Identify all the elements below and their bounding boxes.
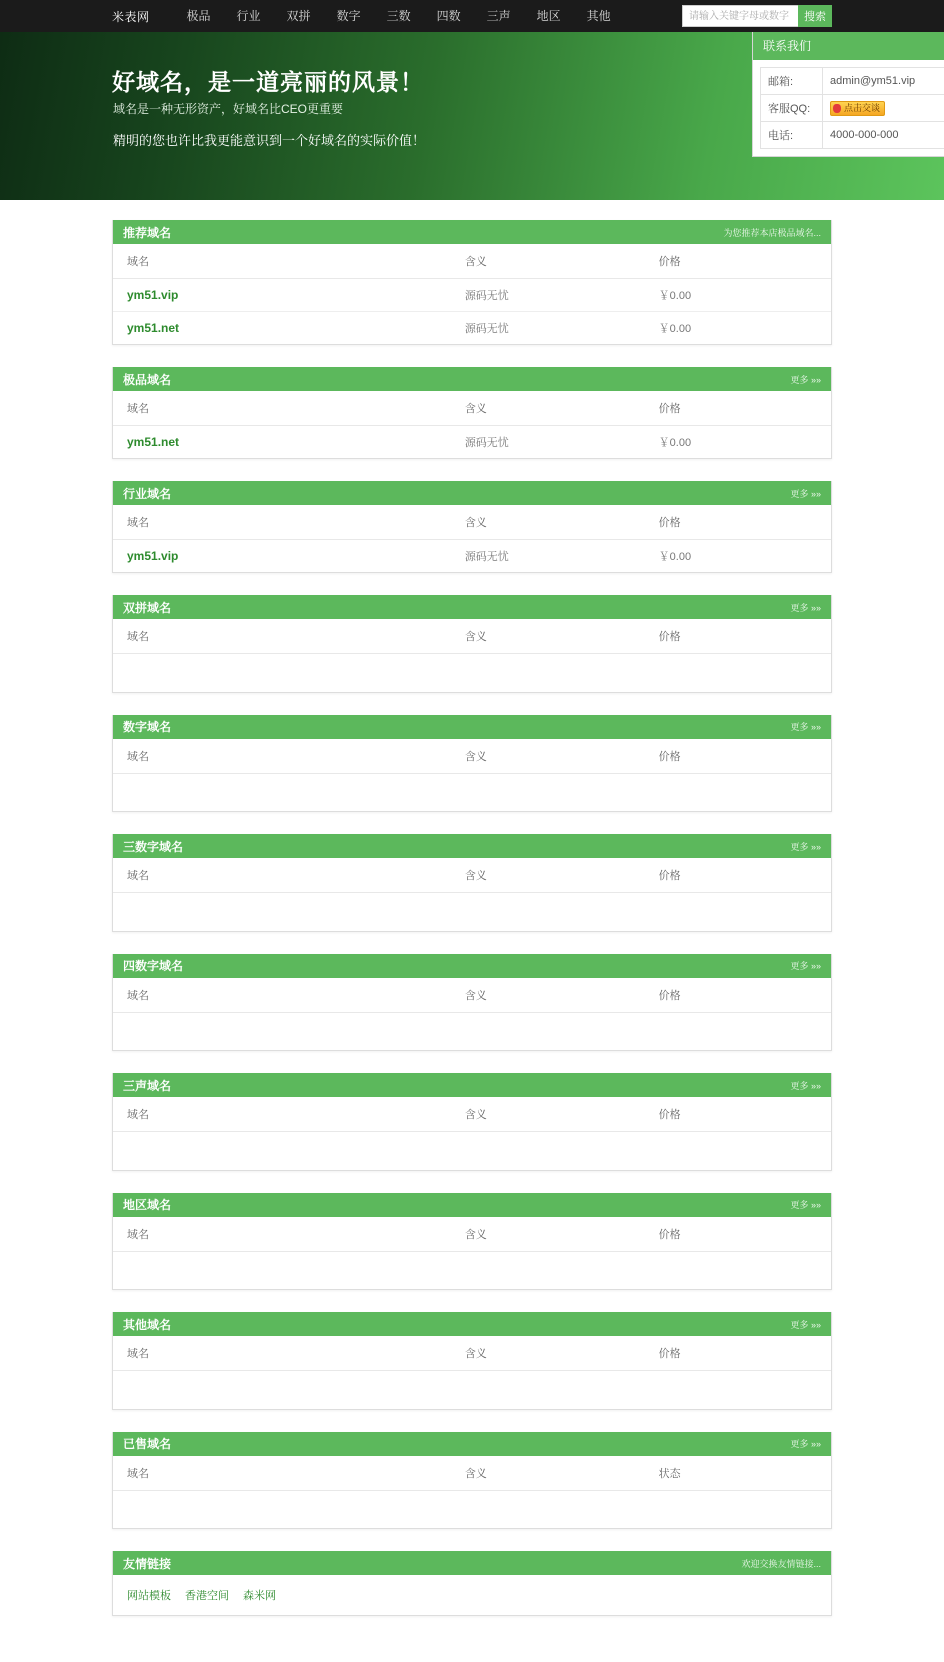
panel-header	[113, 1193, 831, 1217]
panel-more-link[interactable]: 更多 »»	[790, 840, 821, 853]
domain-table	[113, 1336, 831, 1409]
column-header-meaning: 含义	[465, 244, 659, 279]
column-header-meaning: 含义	[465, 978, 659, 1013]
contact-row-label: 邮箱:	[761, 68, 823, 95]
table-row	[113, 279, 831, 312]
table-header-row	[113, 1336, 831, 1371]
domain-price-cell: ￥0.00	[659, 426, 831, 459]
table-row	[113, 540, 831, 573]
domain-meaning-cell: 源码无忧	[465, 279, 659, 312]
table-header-row	[113, 244, 831, 279]
domain-meaning-cell: 源码无忧	[465, 312, 659, 345]
table-header-row	[113, 1456, 831, 1491]
domain-panel	[112, 1073, 832, 1171]
domain-meaning-cell: 源码无忧	[465, 540, 659, 573]
column-header-price: 价格	[659, 505, 831, 540]
panel-more-link[interactable]: 为您推荐本店极品域名...	[723, 226, 821, 239]
panel-header	[113, 1073, 831, 1097]
domain-price-cell: ￥0.00	[659, 540, 831, 573]
friend-link[interactable]: 森米网	[243, 1590, 276, 1602]
table-header-row	[113, 619, 831, 654]
search-box	[682, 5, 832, 27]
friend-link[interactable]: 香港空间	[185, 1590, 229, 1602]
table-empty-row	[113, 773, 831, 811]
table-empty-cell	[113, 1012, 831, 1050]
domain-table	[113, 619, 831, 692]
domain-table	[113, 1097, 831, 1170]
contact-panel	[752, 32, 944, 157]
panel-title: 三数字域名	[123, 838, 183, 855]
panel-title: 推荐域名	[123, 224, 171, 241]
column-header-meaning: 含义	[465, 739, 659, 774]
column-header-name: 域名	[113, 391, 465, 426]
column-header-name: 域名	[113, 244, 465, 279]
column-header-price: 价格	[659, 391, 831, 426]
panel-title: 三声域名	[123, 1077, 171, 1094]
domain-panels	[112, 220, 832, 1529]
table-empty-cell	[113, 1251, 831, 1289]
domain-panel	[112, 834, 832, 932]
column-header-meaning: 含义	[465, 1336, 659, 1371]
hero-subtitle: 域名是一种无形资产，好域名比CEO更重要	[113, 100, 343, 117]
column-header-name: 域名	[113, 1217, 465, 1252]
nav-item-7[interactable]: 三声	[474, 0, 524, 32]
domain-table	[113, 505, 831, 572]
panel-more-link[interactable]: 更多 »»	[790, 959, 821, 972]
friendlinks-more-link[interactable]: 欢迎交换友情链接...	[741, 1557, 821, 1570]
domain-link[interactable]: ym51.vip	[127, 288, 178, 302]
table-header-row	[113, 858, 831, 893]
panel-header	[113, 481, 831, 505]
domain-name-cell	[113, 312, 465, 345]
domain-table	[113, 1456, 831, 1529]
panel-header	[113, 220, 831, 244]
table-empty-row	[113, 1251, 831, 1289]
panel-header	[113, 1312, 831, 1336]
column-header-meaning: 含义	[465, 619, 659, 654]
panel-more-link[interactable]: 更多 »»	[790, 720, 821, 733]
domain-panel	[112, 1432, 832, 1530]
domain-name-cell	[113, 279, 465, 312]
domain-panel	[112, 481, 832, 573]
column-header-price: 价格	[659, 858, 831, 893]
domain-table	[113, 244, 831, 344]
contact-row-value[interactable]	[823, 95, 944, 122]
panel-title: 数字域名	[123, 718, 171, 735]
panel-header	[113, 954, 831, 978]
nav-item-4[interactable]: 数字	[324, 0, 374, 32]
nav-item-5[interactable]: 三数	[374, 0, 424, 32]
domain-panel	[112, 220, 832, 345]
main-content	[112, 200, 832, 1662]
top-navigation-bar	[0, 0, 944, 32]
panel-header	[113, 715, 831, 739]
domain-table	[113, 739, 831, 812]
table-header-row	[113, 391, 831, 426]
hero-inner	[112, 32, 832, 200]
table-empty-cell	[113, 773, 831, 811]
domain-table	[113, 858, 831, 931]
search-input[interactable]	[682, 5, 798, 27]
contact-row	[761, 95, 944, 122]
panel-title: 其他域名	[123, 1316, 171, 1333]
column-header-meaning: 含义	[465, 1456, 659, 1491]
contact-row-value: 4000-000-000	[823, 122, 944, 149]
domain-name-cell	[113, 540, 465, 573]
domain-panel	[112, 715, 832, 813]
contact-panel-body	[753, 60, 944, 156]
domain-table	[113, 978, 831, 1051]
panel-header	[113, 367, 831, 391]
column-header-price: 价格	[659, 244, 831, 279]
domain-price-cell: ￥0.00	[659, 312, 831, 345]
domain-panel	[112, 954, 832, 1052]
qq-chat-icon[interactable]: 点击交谈	[830, 101, 885, 116]
nav-item-1[interactable]: 极品	[174, 0, 224, 32]
panel-more-link[interactable]: 更多 »»	[790, 1437, 821, 1450]
hero-title: 好域名，是一道亮丽的风景！	[112, 64, 424, 97]
table-header-row	[113, 739, 831, 774]
column-header-price: 价格	[659, 1336, 831, 1371]
panel-header	[113, 1432, 831, 1456]
domain-price-cell: ￥0.00	[659, 279, 831, 312]
column-header-status: 状态	[659, 1456, 831, 1491]
column-header-price: 价格	[659, 619, 831, 654]
panel-header	[113, 595, 831, 619]
table-empty-cell	[113, 1490, 831, 1528]
site-brand[interactable]: 米表网	[112, 8, 150, 25]
contact-table	[760, 67, 944, 149]
panel-more-link[interactable]: 更多 »»	[790, 1079, 821, 1092]
table-empty-row	[113, 1012, 831, 1050]
panel-title: 行业域名	[123, 485, 171, 502]
panel-more-link[interactable]: 更多 »»	[790, 1198, 821, 1211]
table-header-row	[113, 1097, 831, 1132]
column-header-name: 域名	[113, 619, 465, 654]
friendlinks-panel	[112, 1551, 832, 1616]
domain-table	[113, 391, 831, 458]
panel-title: 极品域名	[123, 371, 171, 388]
table-empty-cell	[113, 1371, 831, 1409]
table-empty-row	[113, 1490, 831, 1528]
domain-panel	[112, 595, 832, 693]
table-row	[113, 426, 831, 459]
contact-row-label: 电话:	[761, 122, 823, 149]
column-header-meaning: 含义	[465, 1097, 659, 1132]
contact-row	[761, 122, 944, 149]
domain-panel	[112, 367, 832, 459]
table-empty-row	[113, 654, 831, 692]
table-header-row	[113, 978, 831, 1013]
table-empty-cell	[113, 1132, 831, 1170]
column-header-name: 域名	[113, 858, 465, 893]
friendlinks-list	[113, 1575, 831, 1615]
contact-panel-title: 联系我们	[753, 32, 944, 60]
contact-row	[761, 68, 944, 95]
column-header-name: 域名	[113, 1097, 465, 1132]
nav-item-6[interactable]: 四数	[424, 0, 474, 32]
domain-panel	[112, 1193, 832, 1291]
column-header-name: 域名	[113, 739, 465, 774]
table-empty-row	[113, 893, 831, 931]
panel-title: 双拼域名	[123, 599, 171, 616]
hero-banner	[0, 32, 944, 200]
friend-link[interactable]: 网站模板	[127, 1590, 171, 1602]
panel-more-link[interactable]: 更多 »»	[790, 373, 821, 386]
column-header-name: 域名	[113, 1456, 465, 1491]
table-header-row	[113, 1217, 831, 1252]
column-header-price: 价格	[659, 1217, 831, 1252]
panel-more-link[interactable]: 更多 »»	[790, 601, 821, 614]
table-row	[113, 312, 831, 345]
column-header-name: 域名	[113, 1336, 465, 1371]
contact-row-value: admin@ym51.vip	[823, 68, 944, 95]
table-empty-cell	[113, 654, 831, 692]
column-header-meaning: 含义	[465, 1217, 659, 1252]
panel-more-link[interactable]: 更多 »»	[790, 1318, 821, 1331]
nav-item-8[interactable]: 地区	[524, 0, 574, 32]
friendlinks-header	[113, 1551, 831, 1575]
domain-link[interactable]: ym51.net	[127, 435, 179, 449]
panel-more-link[interactable]: 更多 »»	[790, 487, 821, 500]
nav-item-2[interactable]: 行业	[224, 0, 274, 32]
search-button[interactable]: 搜索	[798, 5, 832, 27]
column-header-price: 价格	[659, 1097, 831, 1132]
domain-table	[113, 1217, 831, 1290]
column-header-meaning: 含义	[465, 858, 659, 893]
domain-name-cell	[113, 426, 465, 459]
friendlinks-title: 友情链接	[123, 1555, 171, 1572]
table-empty-row	[113, 1371, 831, 1409]
nav-item-3[interactable]: 双拼	[274, 0, 324, 32]
table-empty-cell	[113, 893, 831, 931]
column-header-price: 价格	[659, 739, 831, 774]
panel-header	[113, 834, 831, 858]
column-header-price: 价格	[659, 978, 831, 1013]
nav-item-9[interactable]: 其他	[574, 0, 624, 32]
column-header-meaning: 含义	[465, 391, 659, 426]
domain-panel	[112, 1312, 832, 1410]
domain-link[interactable]: ym51.net	[127, 321, 179, 335]
panel-title: 四数字域名	[123, 957, 183, 974]
panel-title: 已售域名	[123, 1435, 171, 1452]
column-header-name: 域名	[113, 505, 465, 540]
nav-menu	[174, 0, 624, 32]
column-header-name: 域名	[113, 978, 465, 1013]
table-header-row	[113, 505, 831, 540]
column-header-meaning: 含义	[465, 505, 659, 540]
hero-subtitle-secondary: 精明的您也许比我更能意识到一个好域名的实际价值！	[113, 130, 425, 149]
domain-meaning-cell: 源码无忧	[465, 426, 659, 459]
contact-row-label: 客服QQ:	[761, 95, 823, 122]
domain-link[interactable]: ym51.vip	[127, 549, 178, 563]
table-empty-row	[113, 1132, 831, 1170]
panel-title: 地区域名	[123, 1196, 171, 1213]
